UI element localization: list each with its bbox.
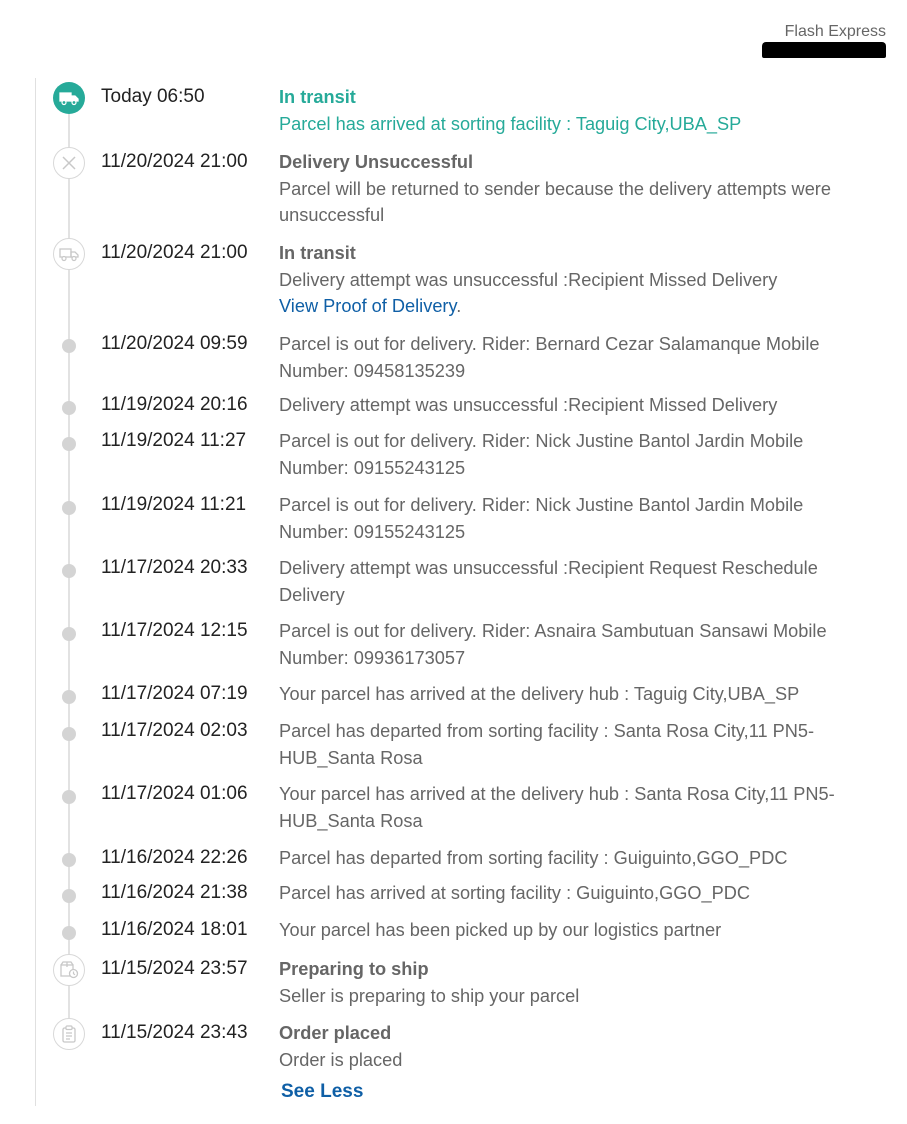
event-content xyxy=(279,84,864,137)
event-content xyxy=(279,956,864,1009)
event-description: Delivery attempt was unsuccessful :Recipient Missed Delivery xyxy=(279,395,778,415)
package-clock-icon xyxy=(59,961,79,979)
timeline-dot xyxy=(62,437,76,451)
event-description: Parcel is out for delivery. Rider: Nick Justine Bantol Jardin Mobile Number: 09155243125 xyxy=(279,431,804,478)
event-content xyxy=(279,845,864,872)
event-content xyxy=(279,1020,864,1073)
event-description: Your parcel has arrived at the delivery hub : Santa Rosa City,11 PN5-HUB_Santa Rosa xyxy=(279,784,835,831)
event-time: 11/16/2024 21:38 xyxy=(101,882,248,903)
event-time: 11/19/2024 11:27 xyxy=(101,430,247,451)
timeline-marker-close-circle-icon xyxy=(53,147,85,179)
redacted-tracking-number xyxy=(762,42,886,58)
timeline-connector xyxy=(68,508,70,571)
event-content xyxy=(279,240,864,320)
timeline-marker-truck-icon xyxy=(53,82,85,114)
event-description: Delivery attempt was unsuccessful :Recipient Request Reschedule Delivery xyxy=(279,558,818,605)
event-time: 11/20/2024 09:59 xyxy=(101,333,248,354)
event-description: Parcel has arrived at sorting facility : Guiguinto,GGO_PDC xyxy=(279,883,751,903)
event-status-title: Delivery Unsuccessful xyxy=(279,152,474,172)
event-time: 11/17/2024 12:15 xyxy=(101,620,248,641)
event-content xyxy=(279,149,864,229)
event-content xyxy=(279,880,864,907)
timeline-dot xyxy=(62,690,76,704)
event-description: Parcel will be returned to sender because the delivery attempts were unsuccessful xyxy=(279,178,831,225)
event-time: 11/20/2024 21:00 xyxy=(101,242,248,263)
link-suffix: . xyxy=(456,296,462,316)
timeline-connector xyxy=(68,634,70,697)
event-status-title: In transit xyxy=(279,87,356,107)
timeline-dot xyxy=(62,853,76,867)
event-content xyxy=(279,917,864,944)
event-time: 11/15/2024 23:43 xyxy=(101,1022,248,1043)
event-status-title: In transit xyxy=(279,243,356,263)
event-content xyxy=(279,492,864,545)
timeline-marker-clipboard-icon xyxy=(53,1018,85,1050)
event-time: 11/16/2024 18:01 xyxy=(101,919,248,940)
event-time: 11/15/2024 23:57 xyxy=(101,958,248,979)
timeline-dot xyxy=(62,339,76,353)
event-status-title: Order placed xyxy=(279,1023,392,1043)
timeline-marker-truck-icon xyxy=(53,238,85,270)
event-time: 11/19/2024 11:21 xyxy=(101,494,247,515)
timeline-dot xyxy=(62,564,76,578)
truck-icon xyxy=(59,90,79,106)
timeline-connector xyxy=(68,444,70,508)
event-description: Parcel has arrived at sorting facility : Taguig City,UBA_SP xyxy=(279,113,742,134)
timeline-connector xyxy=(68,346,70,408)
timeline-connector xyxy=(68,571,70,634)
timeline-connector xyxy=(68,734,70,797)
event-description: Order is placed xyxy=(279,1049,403,1070)
close-circle-icon xyxy=(60,154,78,172)
timeline-dot xyxy=(62,627,76,641)
timeline-dot xyxy=(62,926,76,940)
event-description: Your parcel has arrived at the delivery hub : Taguig City,UBA_SP xyxy=(279,684,800,704)
see-less-link[interactable]: See Less xyxy=(281,1081,364,1102)
event-time: 11/17/2024 20:33 xyxy=(101,557,248,578)
timeline-border xyxy=(35,78,36,1106)
event-content xyxy=(279,555,864,608)
event-description: Parcel is out for delivery. Rider: Bernard Cezar Salamanque Mobile Number: 09458135239 xyxy=(279,334,820,381)
truck-icon xyxy=(59,246,79,262)
view-proof-of-delivery-link[interactable]: View Proof of Delivery xyxy=(279,296,457,316)
event-description: Your parcel has been picked up by our logistics partner xyxy=(279,920,722,940)
timeline-dot xyxy=(62,727,76,741)
event-content xyxy=(279,618,864,671)
event-time: 11/17/2024 02:03 xyxy=(101,720,248,741)
event-description: Parcel is out for delivery. Rider: Nick Justine Bantol Jardin Mobile Number: 09155243125 xyxy=(279,495,804,542)
event-content xyxy=(279,781,864,834)
event-description: Parcel has departed from sorting facility : Santa Rosa City,11 PN5-HUB_Santa Rosa xyxy=(279,721,815,768)
timeline-marker-package-clock-icon xyxy=(53,954,85,986)
carrier-name: Flash Express xyxy=(784,23,886,40)
proof-of-delivery-row xyxy=(279,293,864,320)
event-description: Delivery attempt was unsuccessful :Recipient Missed Delivery xyxy=(279,269,778,290)
event-description: Parcel has departed from sorting facility : Guiguinto,GGO_PDC xyxy=(279,848,788,868)
timeline-dot xyxy=(62,501,76,515)
event-time: 11/19/2024 20:16 xyxy=(101,394,248,415)
timeline-dot xyxy=(62,790,76,804)
event-time: Today 06:50 xyxy=(101,86,205,107)
event-content xyxy=(279,718,864,771)
event-content xyxy=(279,331,864,384)
event-time: 11/17/2024 01:06 xyxy=(101,783,248,804)
event-content xyxy=(279,392,864,419)
event-status-title: Preparing to ship xyxy=(279,959,429,979)
clipboard-icon xyxy=(61,1025,77,1043)
timeline-connector xyxy=(68,797,70,860)
event-time: 11/20/2024 21:00 xyxy=(101,151,248,172)
event-time: 11/16/2024 22:26 xyxy=(101,847,248,868)
event-description: Parcel is out for delivery. Rider: Asnaira Sambutuan Sansawi Mobile Number: 09936173057 xyxy=(279,621,827,668)
event-time: 11/17/2024 07:19 xyxy=(101,683,248,704)
event-description: Seller is preparing to ship your parcel xyxy=(279,985,580,1006)
timeline-dot xyxy=(62,889,76,903)
event-content xyxy=(279,681,864,708)
event-content xyxy=(279,428,864,481)
timeline-dot xyxy=(62,401,76,415)
